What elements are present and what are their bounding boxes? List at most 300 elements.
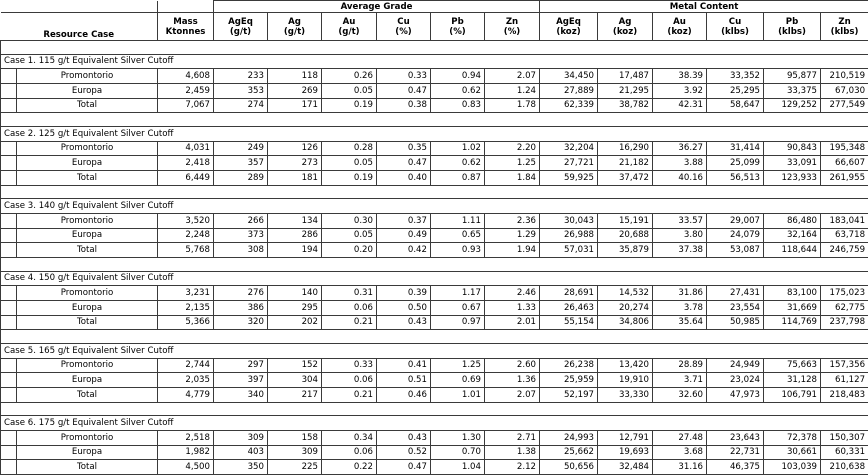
value-cell: 217	[268, 387, 322, 402]
value-cell: 0.22	[322, 460, 377, 475]
value-cell: 309	[214, 430, 268, 445]
value-cell: 25,099	[707, 156, 764, 171]
mass-header	[158, 13, 214, 41]
header-blank	[1, 1, 158, 13]
value-cell: 157,356	[821, 358, 868, 373]
value-cell: 33.57	[653, 213, 707, 228]
value-cell: 2,418	[158, 156, 214, 171]
metal-col-header-ag	[598, 13, 653, 41]
indent-cell	[1, 141, 17, 156]
value-cell: 304	[268, 373, 322, 388]
value-cell: 12,791	[598, 430, 653, 445]
value-cell: 53,087	[707, 243, 764, 258]
indent-cell	[1, 300, 17, 315]
value-cell: 3.80	[653, 228, 707, 243]
value-cell: 0.20	[322, 243, 377, 258]
value-cell: 62,775	[821, 300, 868, 315]
value-cell: 297	[214, 358, 268, 373]
value-cell: 309	[268, 445, 322, 460]
value-cell: 1.25	[431, 358, 485, 373]
value-cell: 61,127	[821, 373, 868, 388]
value-cell: 3.78	[653, 300, 707, 315]
value-cell: 31,414	[707, 141, 764, 156]
value-cell: 1.11	[431, 213, 485, 228]
value-cell: 195,348	[821, 141, 868, 156]
table-body	[1, 41, 868, 475]
value-cell: 194	[268, 243, 322, 258]
value-cell: 3.68	[653, 445, 707, 460]
value-cell: 289	[214, 170, 268, 185]
value-cell: 42.31	[653, 98, 707, 113]
metal-col-header-ageq	[540, 13, 598, 41]
metal-col-unit: (koz)	[667, 26, 692, 37]
value-cell: 386	[214, 300, 268, 315]
value-cell: 90,843	[764, 141, 821, 156]
mass-header-line1: Mass	[173, 16, 198, 27]
value-cell: 295	[268, 300, 322, 315]
value-cell: 27,431	[707, 286, 764, 301]
value-cell: 0.39	[377, 286, 431, 301]
value-cell: 183,041	[821, 213, 868, 228]
value-cell: 27.48	[653, 430, 707, 445]
value-cell: 32,484	[598, 460, 653, 475]
value-cell: 202	[268, 315, 322, 330]
deposit-name: Promontorio	[17, 141, 158, 156]
indent-cell	[1, 430, 17, 445]
value-cell: 0.47	[377, 83, 431, 98]
value-cell: 50,985	[707, 315, 764, 330]
grade-col-unit: (%)	[395, 26, 412, 37]
value-cell: 0.52	[377, 445, 431, 460]
value-cell: 0.06	[322, 300, 377, 315]
value-cell: 2.07	[485, 387, 540, 402]
value-cell: 261,955	[821, 170, 868, 185]
value-cell: 249	[214, 141, 268, 156]
value-cell: 60,331	[821, 445, 868, 460]
value-cell: 46,375	[707, 460, 764, 475]
value-cell: 38.39	[653, 69, 707, 84]
value-cell: 4,031	[158, 141, 214, 156]
grade-col-unit: (%)	[449, 26, 466, 37]
grade-col-name: AgEq	[228, 16, 253, 27]
value-cell: 0.62	[431, 83, 485, 98]
value-cell: 150,307	[821, 430, 868, 445]
grade-col-name: Cu	[397, 16, 410, 27]
value-cell: 1.04	[431, 460, 485, 475]
value-cell: 103,039	[764, 460, 821, 475]
value-cell: 37,472	[598, 170, 653, 185]
grade-col-header-ageq	[214, 13, 268, 41]
value-cell: 24,993	[540, 430, 598, 445]
value-cell: 0.83	[431, 98, 485, 113]
indent-cell	[1, 373, 17, 388]
spacer-row	[1, 113, 868, 127]
value-cell: 31.16	[653, 460, 707, 475]
value-cell: 32,204	[540, 141, 598, 156]
table-row	[1, 445, 868, 460]
metal-content-header: Metal Content	[540, 1, 868, 13]
spacer-row	[1, 41, 868, 55]
value-cell: 1.36	[485, 373, 540, 388]
value-cell: 277,549	[821, 98, 868, 113]
value-cell: 26,238	[540, 358, 598, 373]
total-row	[1, 387, 868, 402]
value-cell: 62,339	[540, 98, 598, 113]
metal-col-unit: (klbs)	[778, 26, 806, 37]
value-cell: 24,079	[707, 228, 764, 243]
value-cell: 40.16	[653, 170, 707, 185]
value-cell: 25,959	[540, 373, 598, 388]
value-cell: 320	[214, 315, 268, 330]
deposit-name: Europa	[17, 373, 158, 388]
header-columns-row	[1, 13, 868, 41]
total-row	[1, 460, 868, 475]
indent-cell	[1, 83, 17, 98]
value-cell: 0.51	[377, 373, 431, 388]
value-cell: 35.64	[653, 315, 707, 330]
value-cell: 15,191	[598, 213, 653, 228]
value-cell: 32,164	[764, 228, 821, 243]
value-cell: 30,661	[764, 445, 821, 460]
case-title: Case 5. 165 g/t Equivalent Silver Cutoff	[1, 343, 868, 358]
value-cell: 83,100	[764, 286, 821, 301]
value-cell: 0.06	[322, 373, 377, 388]
value-cell: 23,024	[707, 373, 764, 388]
indent-cell	[1, 445, 17, 460]
value-cell: 38,782	[598, 98, 653, 113]
case-title-row	[1, 416, 868, 431]
value-cell: 26,463	[540, 300, 598, 315]
value-cell: 276	[214, 286, 268, 301]
table-row	[1, 373, 868, 388]
metal-col-name: Zn	[838, 16, 851, 27]
deposit-name: Total	[17, 170, 158, 185]
value-cell: 210,519	[821, 69, 868, 84]
value-cell: 0.97	[431, 315, 485, 330]
indent-cell	[1, 387, 17, 402]
table-row	[1, 141, 868, 156]
resource-case-header: Resource Case	[1, 13, 158, 41]
indent-cell	[1, 243, 17, 258]
value-cell: 0.06	[322, 445, 377, 460]
metal-col-unit: (klbs)	[830, 26, 859, 37]
case-title-row	[1, 343, 868, 358]
value-cell: 1.94	[485, 243, 540, 258]
header-blank-mass	[158, 1, 214, 13]
metal-col-unit: (klbs)	[721, 26, 749, 37]
grade-col-unit: (%)	[503, 26, 521, 37]
case-title: Case 1. 115 g/t Equivalent Silver Cutoff	[1, 54, 868, 69]
indent-cell	[1, 98, 17, 113]
value-cell: 6,449	[158, 170, 214, 185]
value-cell: 23,643	[707, 430, 764, 445]
deposit-name: Total	[17, 387, 158, 402]
case-title: Case 4. 150 g/t Equivalent Silver Cutoff	[1, 271, 868, 286]
grade-col-name: Au	[342, 16, 356, 27]
value-cell: 2,135	[158, 300, 214, 315]
value-cell: 1.17	[431, 286, 485, 301]
value-cell: 308	[214, 243, 268, 258]
value-cell: 274	[214, 98, 268, 113]
total-row	[1, 170, 868, 185]
value-cell: 0.37	[377, 213, 431, 228]
value-cell: 3.71	[653, 373, 707, 388]
value-cell: 0.49	[377, 228, 431, 243]
value-cell: 171	[268, 98, 322, 113]
value-cell: 350	[214, 460, 268, 475]
table-row	[1, 213, 868, 228]
value-cell: 27,721	[540, 156, 598, 171]
value-cell: 403	[214, 445, 268, 460]
value-cell: 3,231	[158, 286, 214, 301]
value-cell: 1.25	[485, 156, 540, 171]
value-cell: 134	[268, 213, 322, 228]
value-cell: 3,520	[158, 213, 214, 228]
value-cell: 50,656	[540, 460, 598, 475]
indent-cell	[1, 358, 17, 373]
value-cell: 2,518	[158, 430, 214, 445]
deposit-name: Europa	[17, 156, 158, 171]
deposit-name: Promontorio	[17, 69, 158, 84]
value-cell: 0.33	[322, 358, 377, 373]
metal-col-header-zn	[821, 13, 868, 41]
value-cell: 37.38	[653, 243, 707, 258]
value-cell: 0.70	[431, 445, 485, 460]
value-cell: 16,290	[598, 141, 653, 156]
value-cell: 47,973	[707, 387, 764, 402]
value-cell: 0.40	[377, 170, 431, 185]
value-cell: 2.12	[485, 460, 540, 475]
value-cell: 1.29	[485, 228, 540, 243]
value-cell: 353	[214, 83, 268, 98]
spacer-cell	[1, 257, 868, 271]
grade-col-name: Ag	[288, 16, 301, 27]
value-cell: 0.65	[431, 228, 485, 243]
value-cell: 118	[268, 69, 322, 84]
value-cell: 1.33	[485, 300, 540, 315]
value-cell: 397	[214, 373, 268, 388]
total-row	[1, 243, 868, 258]
value-cell: 0.34	[322, 430, 377, 445]
value-cell: 114,769	[764, 315, 821, 330]
value-cell: 63,718	[821, 228, 868, 243]
value-cell: 4,779	[158, 387, 214, 402]
spacer-row	[1, 257, 868, 271]
value-cell: 19,693	[598, 445, 653, 460]
grade-col-header-zn	[485, 13, 540, 41]
value-cell: 31.86	[653, 286, 707, 301]
value-cell: 5,366	[158, 315, 214, 330]
spacer-row	[1, 402, 868, 416]
value-cell: 86,480	[764, 213, 821, 228]
value-cell: 17,487	[598, 69, 653, 84]
value-cell: 0.42	[377, 243, 431, 258]
value-cell: 55,154	[540, 315, 598, 330]
value-cell: 2,744	[158, 358, 214, 373]
value-cell: 3.88	[653, 156, 707, 171]
case-title-row	[1, 271, 868, 286]
value-cell: 2,248	[158, 228, 214, 243]
metal-col-unit: (koz)	[612, 26, 638, 37]
value-cell: 0.33	[377, 69, 431, 84]
value-cell: 0.93	[431, 243, 485, 258]
indent-cell	[1, 228, 17, 243]
value-cell: 24,949	[707, 358, 764, 373]
value-cell: 33,352	[707, 69, 764, 84]
value-cell: 30,043	[540, 213, 598, 228]
value-cell: 1,982	[158, 445, 214, 460]
value-cell: 33,375	[764, 83, 821, 98]
value-cell: 23,554	[707, 300, 764, 315]
value-cell: 266	[214, 213, 268, 228]
value-cell: 286	[268, 228, 322, 243]
case-title-row	[1, 199, 868, 214]
value-cell: 0.05	[322, 156, 377, 171]
value-cell: 106,791	[764, 387, 821, 402]
deposit-name: Total	[17, 315, 158, 330]
value-cell: 0.47	[377, 460, 431, 475]
value-cell: 2.71	[485, 430, 540, 445]
value-cell: 1.01	[431, 387, 485, 402]
value-cell: 0.21	[322, 315, 377, 330]
value-cell: 237,798	[821, 315, 868, 330]
total-row	[1, 98, 868, 113]
deposit-name: Europa	[17, 228, 158, 243]
deposit-name: Europa	[17, 300, 158, 315]
value-cell: 1.02	[431, 141, 485, 156]
value-cell: 2.36	[485, 213, 540, 228]
value-cell: 0.43	[377, 315, 431, 330]
value-cell: 0.19	[322, 98, 377, 113]
indent-cell	[1, 286, 17, 301]
value-cell: 33,091	[764, 156, 821, 171]
value-cell: 22,731	[707, 445, 764, 460]
indent-cell	[1, 156, 17, 171]
grade-col-name: Zn	[505, 16, 519, 27]
value-cell: 0.62	[431, 156, 485, 171]
value-cell: 25,662	[540, 445, 598, 460]
value-cell: 140	[268, 286, 322, 301]
value-cell: 13,420	[598, 358, 653, 373]
value-cell: 59,925	[540, 170, 598, 185]
value-cell: 5,768	[158, 243, 214, 258]
value-cell: 4,500	[158, 460, 214, 475]
grade-col-unit: (g/t)	[338, 26, 360, 37]
table-row	[1, 358, 868, 373]
grade-col-name: Pb	[451, 16, 464, 27]
value-cell: 0.19	[322, 170, 377, 185]
case-title: Case 3. 140 g/t Equivalent Silver Cutoff	[1, 199, 868, 214]
value-cell: 0.05	[322, 228, 377, 243]
deposit-name: Total	[17, 98, 158, 113]
table-row	[1, 300, 868, 315]
value-cell: 0.69	[431, 373, 485, 388]
value-cell: 3.92	[653, 83, 707, 98]
value-cell: 21,295	[598, 83, 653, 98]
value-cell: 0.28	[322, 141, 377, 156]
metal-col-name: Ag	[618, 16, 632, 27]
value-cell: 0.38	[377, 98, 431, 113]
value-cell: 340	[214, 387, 268, 402]
grade-col-header-pb	[431, 13, 485, 41]
value-cell: 1.84	[485, 170, 540, 185]
deposit-name: Promontorio	[17, 286, 158, 301]
value-cell: 57,031	[540, 243, 598, 258]
value-cell: 36.27	[653, 141, 707, 156]
indent-cell	[1, 460, 17, 475]
value-cell: 0.31	[322, 286, 377, 301]
value-cell: 14,532	[598, 286, 653, 301]
indent-cell	[1, 315, 17, 330]
deposit-name: Europa	[17, 83, 158, 98]
value-cell: 0.87	[431, 170, 485, 185]
value-cell: 7,067	[158, 98, 214, 113]
value-cell: 373	[214, 228, 268, 243]
table-row	[1, 228, 868, 243]
metal-col-header-cu	[707, 13, 764, 41]
value-cell: 52,197	[540, 387, 598, 402]
value-cell: 152	[268, 358, 322, 373]
value-cell: 0.05	[322, 83, 377, 98]
value-cell: 21,182	[598, 156, 653, 171]
value-cell: 0.50	[377, 300, 431, 315]
value-cell: 1.30	[431, 430, 485, 445]
value-cell: 20,688	[598, 228, 653, 243]
metal-col-header-pb	[764, 13, 821, 41]
indent-cell	[1, 69, 17, 84]
value-cell: 34,450	[540, 69, 598, 84]
deposit-name: Promontorio	[17, 213, 158, 228]
value-cell: 33,330	[598, 387, 653, 402]
value-cell: 225	[268, 460, 322, 475]
value-cell: 34,806	[598, 315, 653, 330]
value-cell: 2,459	[158, 83, 214, 98]
value-cell: 210,638	[821, 460, 868, 475]
grade-col-unit: (g/t)	[283, 26, 306, 37]
value-cell: 273	[268, 156, 322, 171]
grade-col-header-ag	[268, 13, 322, 41]
case-title-row	[1, 54, 868, 69]
spacer-row	[1, 330, 868, 344]
metal-col-name: Pb	[785, 16, 799, 27]
value-cell: 31,669	[764, 300, 821, 315]
grade-col-unit: (g/t)	[229, 26, 252, 37]
header-group-row	[1, 1, 868, 13]
value-cell: 1.78	[485, 98, 540, 113]
deposit-name: Total	[17, 460, 158, 475]
case-title: Case 2. 125 g/t Equivalent Silver Cutoff	[1, 126, 868, 141]
table-row	[1, 430, 868, 445]
value-cell: 35,879	[598, 243, 653, 258]
value-cell: 29,007	[707, 213, 764, 228]
value-cell: 4,608	[158, 69, 214, 84]
value-cell: 0.43	[377, 430, 431, 445]
value-cell: 0.30	[322, 213, 377, 228]
deposit-name: Total	[17, 243, 158, 258]
value-cell: 158	[268, 430, 322, 445]
value-cell: 58,647	[707, 98, 764, 113]
table-row	[1, 83, 868, 98]
metal-col-name: AgEq	[556, 16, 581, 27]
value-cell: 1.24	[485, 83, 540, 98]
metal-col-name: Cu	[728, 16, 742, 27]
value-cell: 269	[268, 83, 322, 98]
indent-cell	[1, 170, 17, 185]
value-cell: 123,933	[764, 170, 821, 185]
value-cell: 95,877	[764, 69, 821, 84]
total-row	[1, 315, 868, 330]
value-cell: 1.38	[485, 445, 540, 460]
